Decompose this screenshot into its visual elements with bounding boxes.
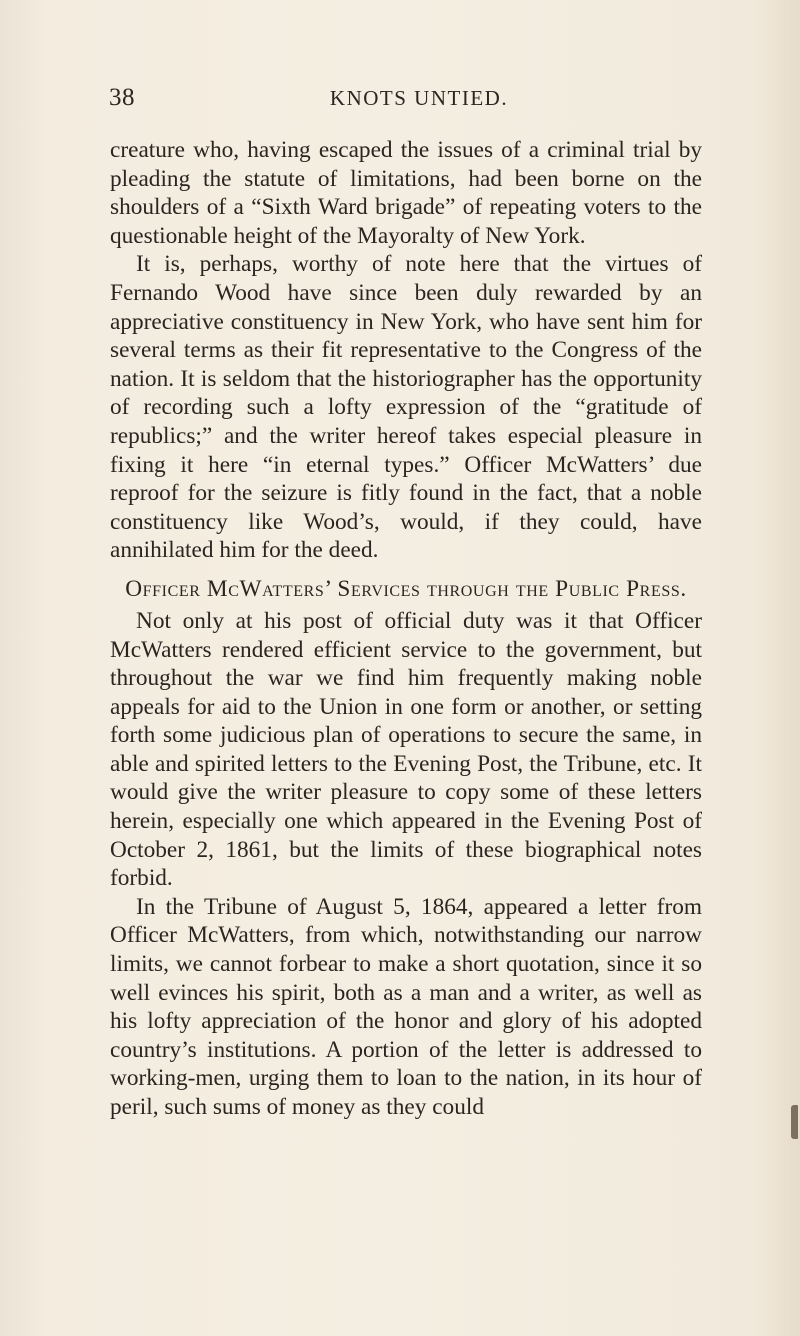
- body-text: [110, 136, 702, 1122]
- page-edge-mark: [791, 1105, 798, 1139]
- page-number: 38: [109, 84, 135, 111]
- paragraph-tribune-letter: In the Tribune of August 5, 1864, appeared a letter from Officer McWatters, from which, notwithstanding our narrow limits, we cannot forbear to make a short quotation, since it so well evinces his spirit, both as a man and a writer, as well as his lofty appreciation of the honor and glory of his adopted country’s institutions. A portion of the letter is addressed to working-men, urging them to loan to the nation, in its hour of peril, such sums of money as they could: [110, 893, 702, 1120]
- paragraph-public-press: Not only at his post of official duty was it that Officer McWatters rendered efficient service to the government, but throughout the war we find him frequently making noble appeals for aid to the Union in one form or another, or setting forth some judicious plan of operations to secure the same, in able and spirited letters to the Evening Post, the Tribune, etc. It would give the writer pleasure to copy some of these letters herein, especially one which appeared in the Evening Post of October 2, 1861, but the limits of these biographical notes forbid.: [110, 607, 702, 892]
- section-heading: Officer McWatters’ Services through the Public Press.: [125, 575, 687, 602]
- running-title: KNOTS UNTIED.: [329, 86, 509, 110]
- paragraph-fernando-wood: It is, perhaps, worthy of note here that the virtues of Fernando Wood have since been duly rewarded by an appreciative constituency in New York, who have sent him for several terms as their fit representative to the Congress of the nation. It is seldom that the historiographer has the opportunity of recording such a lofty expression of the “gratitude of republics;” and the writer hereof takes especial pleasure in fixing it here “in eternal types.” Officer McWatters’ due reproof for the seizure is fitly found in the fact, that a noble constituency like Wood’s, would, if they could, have annihilated him for the deed.: [110, 251, 702, 564]
- running-head: [109, 84, 699, 120]
- paragraph-continued: creature who, having escaped the issues of a criminal trial by pleading the statute of limitations, had been borne on the shoulders of a “Sixth Ward brigade” of repeating voters to the questionable height of the Mayoralty of New York.: [110, 137, 702, 249]
